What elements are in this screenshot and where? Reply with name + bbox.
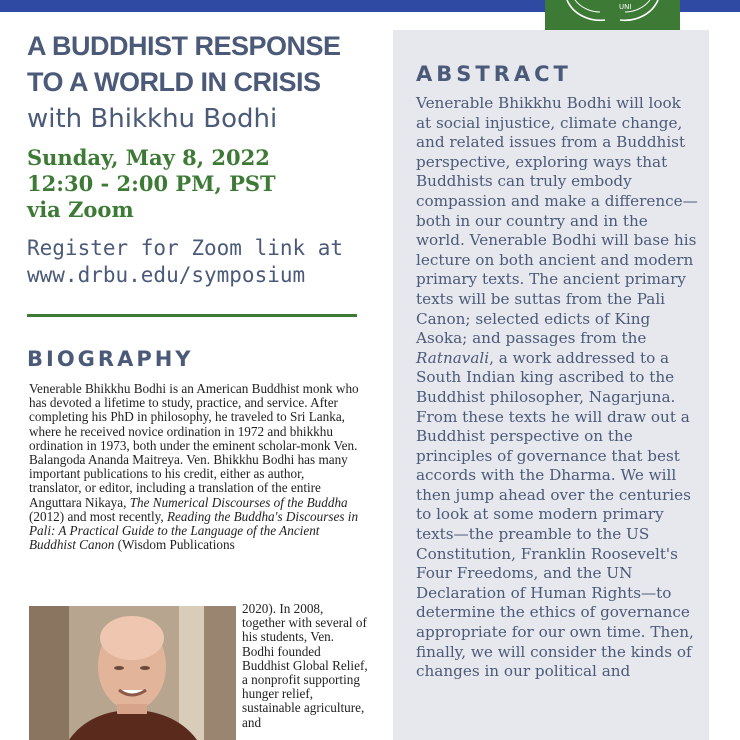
biography-text-1: Venerable Bhikkhu Bodhi is an American Buddhist monk who has devoted a lifetime to study, practice, and service. After completing his PhD in philosophy, he traveled to Sri Lanka, where he received novice ordination in 1972 and bhikkhu ordination in 1973, both under the eminent scholar-monk Ven. Balangoda Ananda Maitreya. Ven. Bhikkhu Bodhi has many important publications to his credit, either as author, translator, or editor, including a translation of the entire Anguttara Nikaya, [29, 381, 359, 510]
book-title-2: Reading the Buddha's Discourses in Pali: A Practical Guide to the Language of the Ancient Buddhist Canon [29, 508, 359, 553]
abstract-paragraph [416, 94, 698, 682]
event-title-line-1: A BUDDHIST RESPONSE [27, 31, 341, 61]
biography-text-2: (2012) and most recently, [29, 508, 167, 524]
event-subtitle: with Bhikkhu Bodhi [27, 104, 278, 134]
abstract-heading: ABSTRACT [416, 62, 572, 86]
book-title-1: The Numerical Discourses of the Buddha [129, 494, 348, 510]
biography-paragraph-continued: 2020). In 2008, together with several of his students, Ven. Bodhi founded Buddhist Global Relief, a nonprofit supporting hunger relief, sustainable agriculture, and [242, 601, 368, 730]
register-text: Register for Zoom link at [27, 236, 344, 260]
abstract-text-1: Venerable Bhikkhu Bodhi will look at social injustice, climate change, and related issues from a Buddhist perspective, exploring ways that Buddhists can truly embody compassion and make a difference—both in our country and in the world. Venerable Bodhi will base his lecture on both ancient and modern primary texts. The ancient primary texts will be suttas from the Pali Canon; selected edicts of King Asoka; and passages from the [416, 94, 698, 348]
biography-text-3: (Wisdom Publications [114, 537, 235, 553]
biography-paragraph [29, 382, 359, 552]
registration-info [27, 235, 367, 289]
event-venue: via Zoom [27, 197, 134, 222]
event-details [27, 145, 367, 223]
register-link[interactable]: www.drbu.edu/symposium [27, 263, 306, 287]
header-block [27, 28, 367, 289]
speaker-photo [29, 606, 236, 740]
badge-text: UNI [619, 3, 632, 11]
biography-heading: BIOGRAPHY [27, 347, 194, 371]
ratnavali-title: Ratnavali [416, 348, 490, 367]
section-divider [27, 314, 357, 317]
event-title-line-2: TO A WORLD IN CRISIS [27, 67, 321, 97]
event-time: 12:30 - 2:00 PM, PST [27, 171, 276, 196]
event-date: Sunday, May 8, 2022 [27, 145, 270, 170]
abstract-text-2: , a work addressed to a South Indian king ascribed to the Buddhist philosopher, Nagarjuna. From these texts he will draw out a Buddhist perspective on the principles of governance that best accords with the Dharma. We will then jump ahead over the centuries to look at some modern primary texts—the preamble to the US Constitution, Franklin Roosevelt's Four Freedoms, and the UN Declaration of Human Rights—to determine the ethics of governance appropriate for our own time. Then, finally, we will consider the kinds of changes in our political and [416, 348, 694, 681]
